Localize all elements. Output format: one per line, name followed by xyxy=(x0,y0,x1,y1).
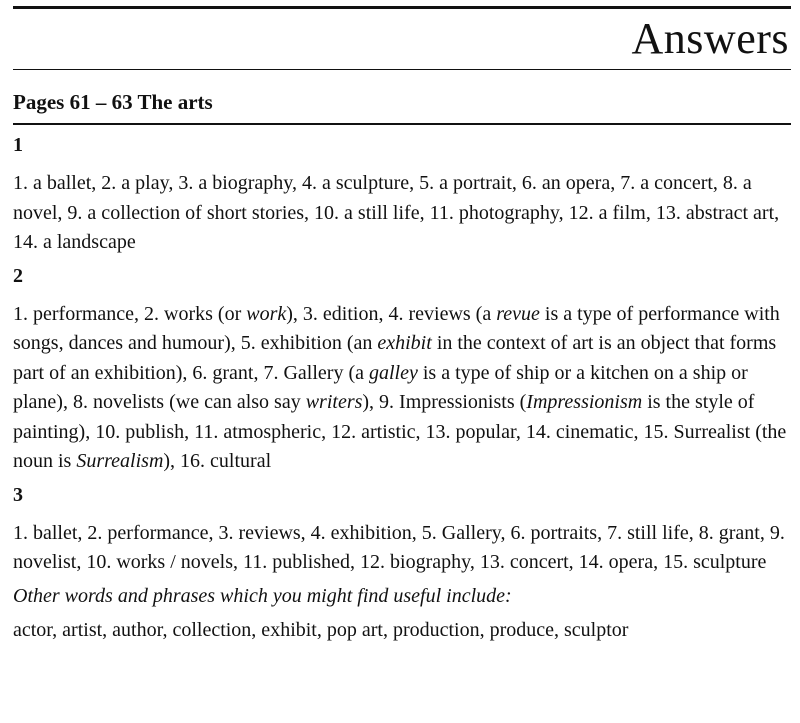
header-rule xyxy=(13,69,791,70)
exercise-answers: 1. ballet, 2. performance, 3. reviews, 4. exhibition, 5. Gallery, 6. portraits, 7. still life, 8. grant, 9. novelist, 10. works / novels, 11. published, 12. biography, 13. concert, 14. opera, 15. sculpture xyxy=(13,521,785,573)
exercise-answers xyxy=(13,300,791,477)
exercise-number: 2 xyxy=(13,264,23,287)
answer-text: ), 9. Impressionists ( xyxy=(362,391,527,413)
italic-term: Surrealism xyxy=(76,450,164,472)
top-rule xyxy=(13,6,791,9)
italic-term: revue xyxy=(496,302,540,325)
useful-words-note: Other words and phrases which you might find useful include: xyxy=(13,584,512,607)
exercise-answers: 1. a ballet, 2. a play, 3. a biography, 4. a sculpture, 5. a portrait, 6. an opera, 7. a concert, 8. a novel, 9. a collection of short stories, 10. a still life, 11. photography, 12. a film, 13. abstract art, 14. a landscape xyxy=(13,172,780,253)
section-title: Pages 61 – 63 The arts xyxy=(13,90,213,114)
answer-text: in the context of art is an object that forms part of an exhibition), 6. grant, 7. Gallery (a xyxy=(13,332,777,384)
answer-text: is the style of painting), 10. publish, 11. atmospheric, 12. artistic, 13. popular, 14. cinematic, 15. Surrealist (the noun is xyxy=(13,391,787,472)
exercise-number: 3 xyxy=(13,483,23,506)
document-page xyxy=(13,0,791,723)
answers-content xyxy=(13,131,791,646)
answer-text: is a type of performance with songs, dances and humour), 5. exhibition (an xyxy=(13,302,780,354)
exercise-number: 1 xyxy=(13,134,23,156)
italic-term: exhibit xyxy=(377,332,432,354)
italic-term: galley xyxy=(369,361,418,384)
answer-text: ), 3. edition, 4. reviews (a xyxy=(286,302,497,325)
answer-text: is a type of ship or a kitchen on a ship or plane), 8. novelists (we can also say xyxy=(13,361,748,413)
page-header-title: Answers xyxy=(631,14,789,63)
italic-term: writers xyxy=(305,391,363,413)
section-rule xyxy=(13,123,791,125)
italic-term: work xyxy=(246,302,287,325)
italic-term: Impressionism xyxy=(526,391,643,413)
answer-text: ), 16. cultural xyxy=(163,450,272,472)
useful-words-list: actor, artist, author, collection, exhibit, pop art, production, produce, sculptor xyxy=(13,619,629,641)
answer-text: 1. performance, 2. works (or xyxy=(13,302,247,325)
